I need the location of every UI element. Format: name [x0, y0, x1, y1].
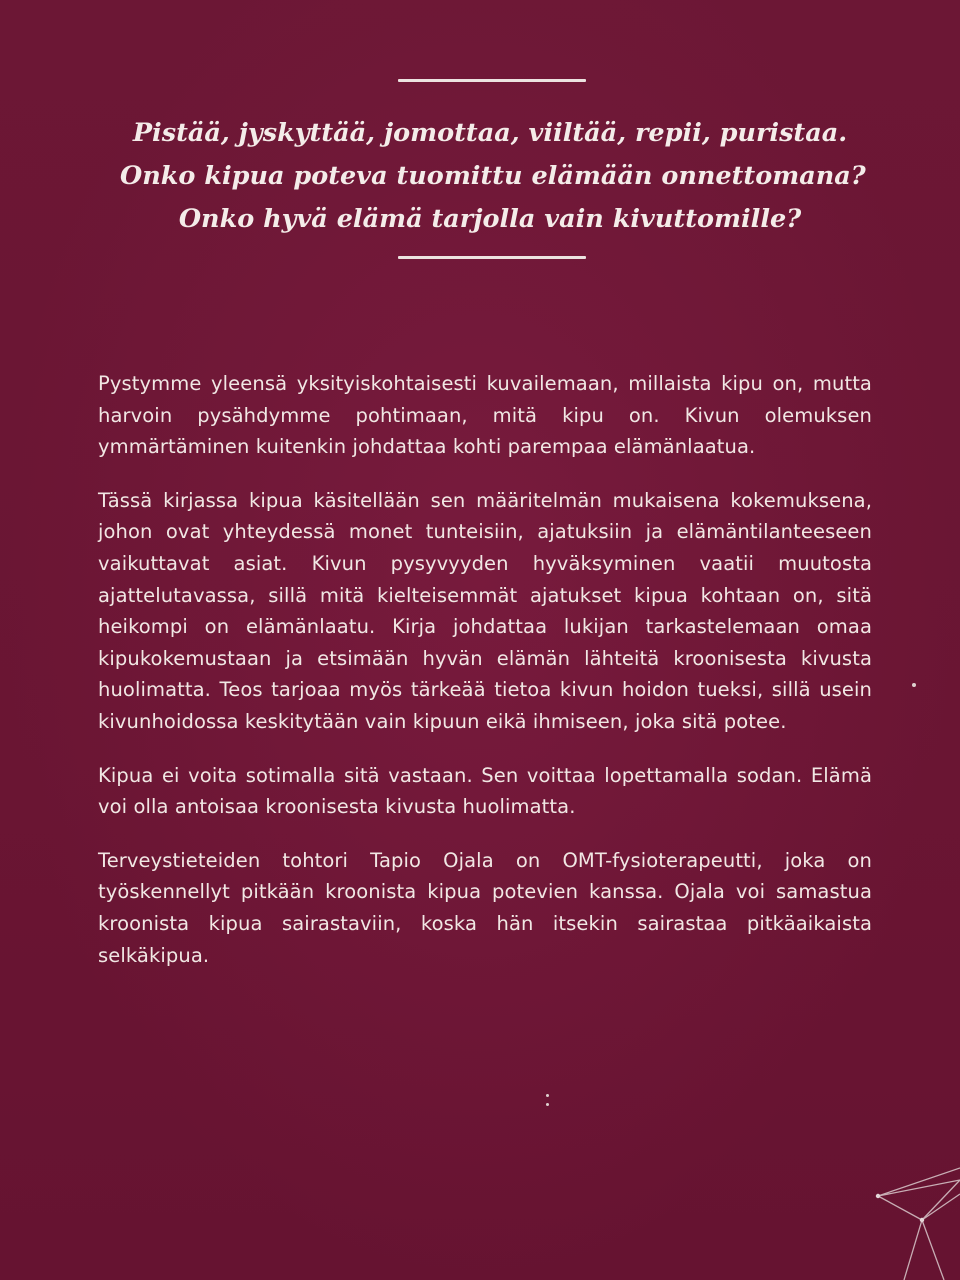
- constellation-lines-icon: [860, 1160, 960, 1280]
- blurb-paragraph-book-description: Tässä kirjassa kipua käsitellään sen määritelmän mukaisena kokemuksena, johon ovat yhteydessä monet tunteisiin, ajatuksiin ja elämäntilanteeseen vaikuttavat asiat. Kivun pysyvyyden hyväksyminen vaatii muutosta ajattelutavassa, sillä mitä kielteisemmät ajatukset kipua kohtaan on, sitä heikompi on elämänlaatu. Kirja johdattaa lukijan tarkastelemaan omaa kipukokemustaan ja etsimään hyvän elämän lähteitä kroonisesta kivusta huolimatta. Teos tarjoaa myös tärkeää tietoa kivun hoidon tueksi, sillä usein kivunhoidossa keskitytään vain kipuun eikä ihmiseen, joka sitä potee.: [98, 488, 872, 733]
- dust-speck: [546, 1094, 549, 1097]
- blurb-paragraph-intro: Pystymme yleensä yksityiskohtaisesti kuvailemaan, millaista kipu on, mutta harvoin pysähdymme pohtimaan, mitä kipu on. Kivun olemuksen ymmärtäminen kuitenkin johdattaa kohti parempaa elämänlaatua.: [98, 372, 872, 459]
- blurb-paragraph-message: Kipua ei voita sotimalla sitä vastaan. Sen voittaa lopettamalla sodan. Elämä voi olla antoisaa kroonisesta kivusta huolimatta.: [98, 763, 872, 819]
- tagline-questions: [120, 112, 866, 241]
- dust-speck: [546, 1103, 549, 1106]
- tagline-line-1: Pistää, jyskyttää, jomottaa, viiltää, repii, puristaa.: [132, 118, 848, 148]
- bottom-divider-rule: [398, 256, 586, 259]
- tagline-line-2: Onko kipua poteva tuomittu elämään onnettomana?: [120, 161, 866, 191]
- dust-speck: [912, 683, 916, 687]
- tagline-line-3: Onko hyvä elämä tarjolla vain kivuttomille?: [178, 204, 802, 234]
- blurb-paragraph-author-bio: Terveystieteiden tohtori Tapio Ojala on OMT-fysioterapeutti, joka on työskennellyt pitkään kroonista kipua potevien kanssa. Ojala voi samastua kroonista kipua sairastaviin, koska hän itsekin sairastaa pitkäaikaista selkäkipua.: [98, 848, 872, 967]
- top-divider-rule: [398, 79, 586, 82]
- blurb-body: [98, 368, 872, 971]
